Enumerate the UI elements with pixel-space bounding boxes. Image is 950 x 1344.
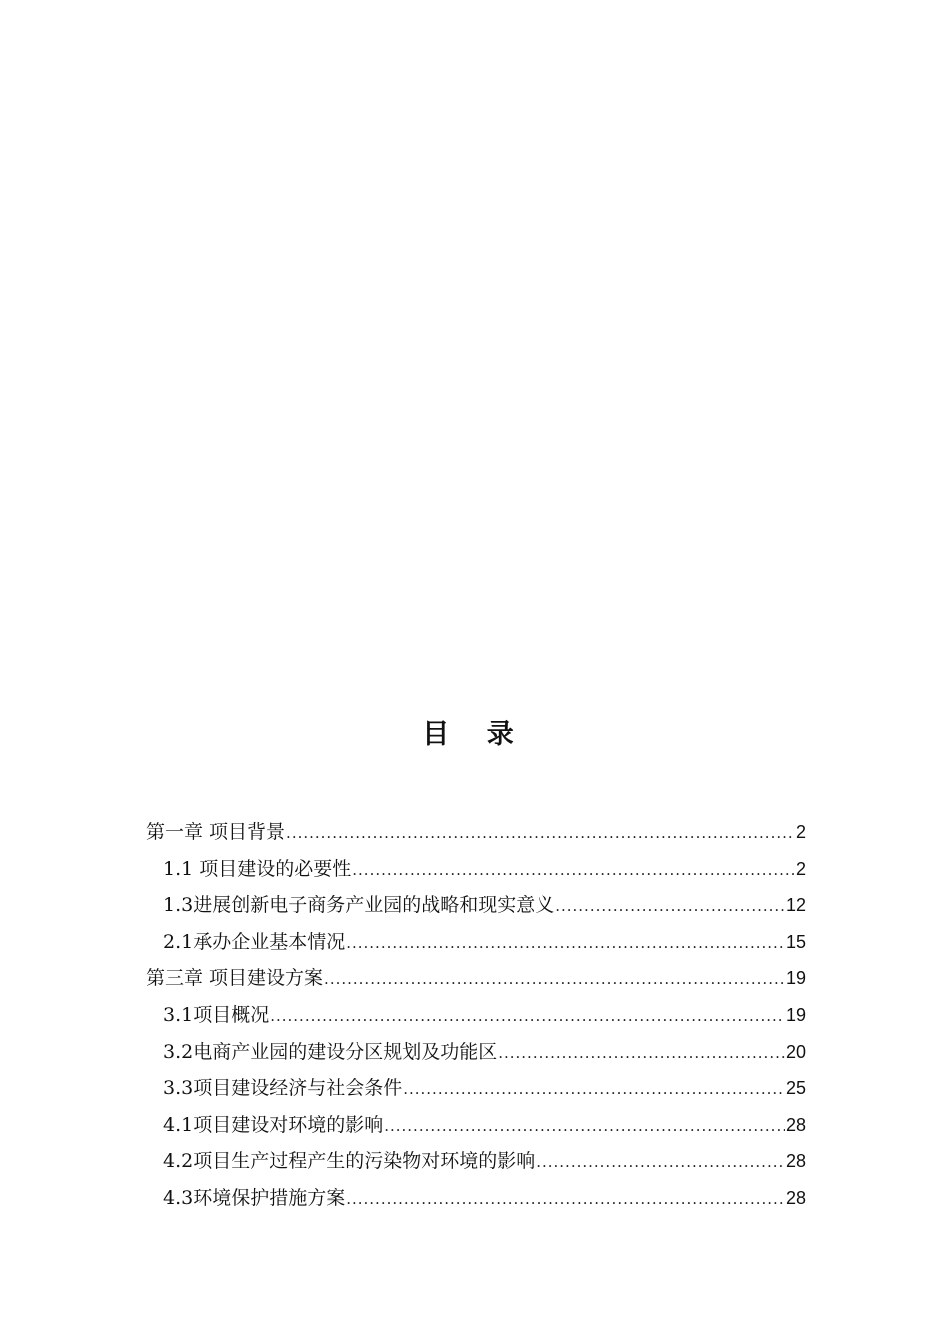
toc-entry-text: 第一章 项目背景: [146, 821, 286, 843]
toc-dot-leader: [346, 1181, 785, 1218]
toc-page-number: 28: [785, 1114, 806, 1135]
toc-entry-text: 3.1项目概况: [163, 1003, 270, 1026]
toc-entry-section-4-2[interactable]: [146, 1143, 806, 1180]
toc-page-number: 28: [785, 1151, 806, 1172]
toc-dot-leader: [346, 925, 785, 962]
toc-entry-text: 4.2项目生产过程产生的污染物对环境的影响: [163, 1150, 536, 1173]
toc-page-number: 12: [785, 895, 806, 916]
toc-entry-section-4-1[interactable]: [146, 1107, 806, 1144]
toc-page-number: 15: [785, 931, 806, 952]
toc-dot-leader: [286, 815, 795, 852]
toc-title: 目 录: [422, 719, 528, 750]
toc-entry-section-4-3[interactable]: [146, 1180, 806, 1217]
toc-dot-leader: [403, 1071, 785, 1108]
toc-page-number: 19: [785, 968, 806, 989]
toc-entry-section-1-3[interactable]: [146, 887, 806, 924]
toc-dot-leader: [270, 998, 785, 1035]
toc-page-number: 2: [795, 822, 806, 842]
toc-entry-section-3-1[interactable]: [146, 997, 806, 1034]
toc-entry-text: 2.1承办企业基本情况: [163, 930, 346, 953]
toc-page-number: 28: [785, 1187, 806, 1208]
toc-entry-text: 3.3项目建设经济与社会条件: [163, 1077, 403, 1100]
toc-entry-section-2-1[interactable]: [146, 924, 806, 961]
toc-entry-section-1-1[interactable]: [146, 851, 806, 888]
toc-list: [146, 814, 806, 1217]
toc-entry-text: 第三章 项目建设方案: [146, 967, 324, 990]
toc-dot-leader: [498, 1035, 785, 1072]
toc-entry-text: 1.3进展创新电子商务产业园的战略和现实意义: [163, 894, 555, 917]
toc-page-number: 2: [795, 858, 806, 879]
toc-dot-leader: [384, 1108, 785, 1145]
toc-page-number: 25: [785, 1078, 806, 1099]
toc-dot-leader: [324, 961, 785, 998]
toc-dot-leader: [352, 852, 795, 889]
toc-entry-text: 3.2电商产业园的建设分区规划及功能区: [163, 1040, 498, 1063]
toc-page-number: 20: [785, 1041, 806, 1062]
toc-entry-text: 4.1项目建设对环境的影响: [163, 1113, 384, 1136]
toc-entry-section-3-2[interactable]: [146, 1034, 806, 1071]
toc-entry-section-3-3[interactable]: [146, 1070, 806, 1107]
toc-dot-leader: [536, 1144, 785, 1181]
toc-entry-chapter-1[interactable]: [146, 814, 806, 851]
toc-page-number: 19: [785, 1004, 806, 1025]
toc-entry-text: 4.3环境保护措施方案: [163, 1186, 346, 1209]
toc-dot-leader: [555, 888, 785, 925]
toc-entry-text: 1.1 项目建设的必要性: [163, 857, 352, 880]
toc-entry-chapter-3[interactable]: [146, 960, 806, 997]
